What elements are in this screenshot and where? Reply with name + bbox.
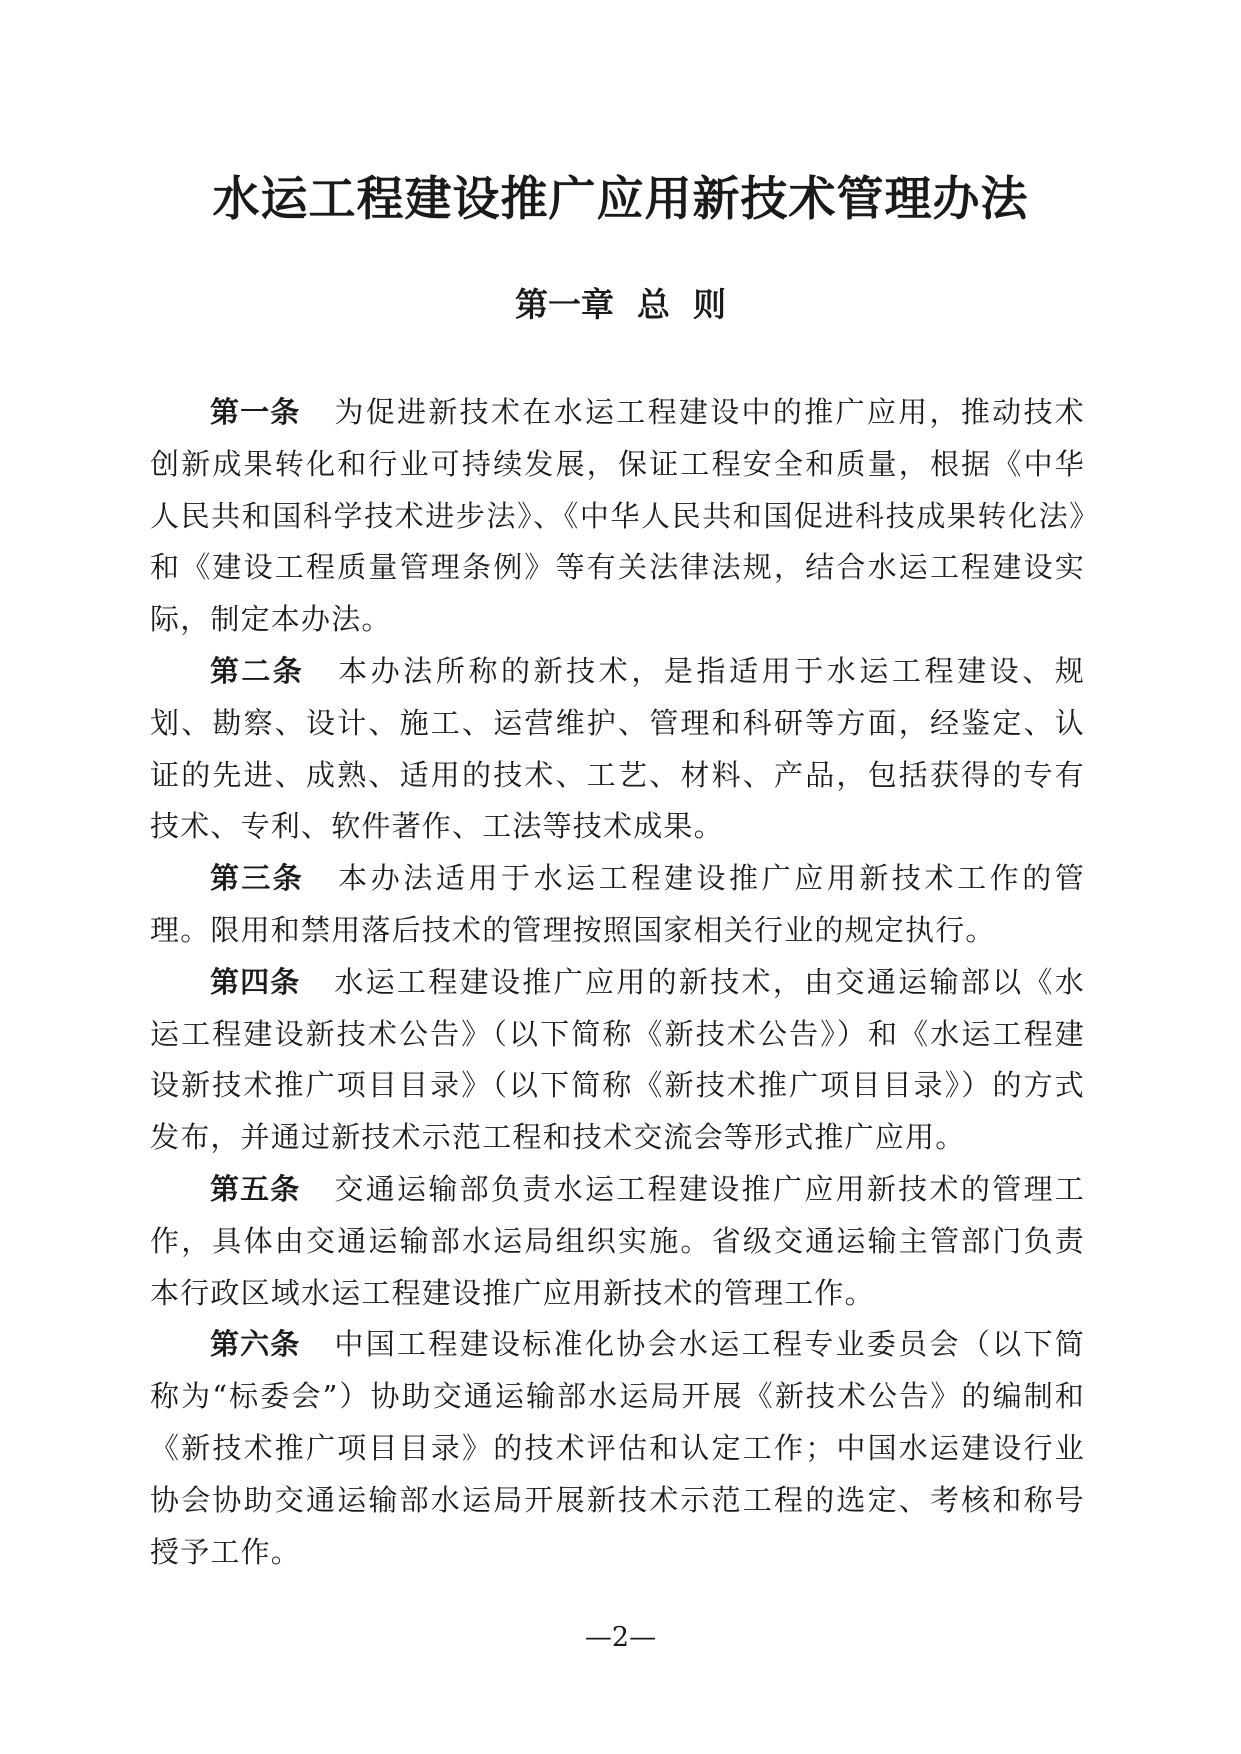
article-label: 第二条 bbox=[210, 653, 305, 688]
article-text: 水运工程建设推广应用的新技术，由交通运输部以《水运工程建设新技术公告》（以下简称《新技术公告》）和《水运工程建设新技术推广项目目录》（以下简称《新技术推广项目目录》）的方式发布，并通过新技术示范工程和技术交流会等形式推广应用。 bbox=[150, 964, 1085, 1155]
article-label: 第一条 bbox=[210, 395, 301, 429]
article-text: 交通运输部负责水运工程建设推广应用新技术的管理工作，具体由交通运输部水运局组织实施。省级交通运输主管部门负责本行政区域水运工程建设推广应用新技术的管理工作。 bbox=[150, 1171, 1085, 1310]
article-label: 第六条 bbox=[210, 1327, 301, 1362]
article-3 bbox=[150, 853, 1085, 957]
article-text: 本办法适用于水运工程建设推广应用新技术工作的管理。限用和禁用落后技术的管理按照国家相关行业的规定执行。 bbox=[150, 861, 1085, 947]
article-5 bbox=[150, 1164, 1085, 1319]
article-text: 本办法所称的新技术，是指适用于水运工程建设、规划、勘察、设计、施工、运营维护、管理和科研等方面，经鉴定、认证的先进、成熟、适用的技术、工艺、材料、产品，包括获得的专有技术、专利、软件著作、工法等技术成果。 bbox=[150, 653, 1085, 844]
article-1 bbox=[150, 387, 1085, 646]
chapter-heading: 第一章 总 则 bbox=[515, 285, 726, 324]
article-4 bbox=[150, 957, 1085, 1164]
document-title: 水运工程建设推广应用新技术管理办法 bbox=[212, 172, 1029, 227]
article-text: 为促进新技术在水运工程建设中的推广应用，推动技术创新成果转化和行业可持续发展，保证工程安全和质量，根据《中华人民共和国科学技术进步法》、《中华人民共和国促进科技成果转化法》和《建设工程质量管理条例》等有关法律法规，结合水运工程建设实际，制定本办法。 bbox=[150, 395, 1085, 637]
article-label: 第四条 bbox=[210, 964, 301, 999]
article-2 bbox=[150, 646, 1085, 853]
article-text: 中国工程建设标准化协会水运工程专业委员会（以下简称为“标委会”）协助交通运输部水运局开展《新技术公告》的编制和《新技术推广项目目录》的技术评估和认定工作；中国水运建设行业协会协助交通运输部水运局开展新技术示范工程的选定、考核和称号授予工作。 bbox=[150, 1327, 1085, 1569]
page-number: —2— bbox=[584, 1622, 657, 1653]
article-6 bbox=[150, 1319, 1085, 1578]
article-label: 第五条 bbox=[210, 1171, 301, 1206]
article-label: 第三条 bbox=[210, 861, 305, 896]
document-body bbox=[150, 387, 1085, 1578]
